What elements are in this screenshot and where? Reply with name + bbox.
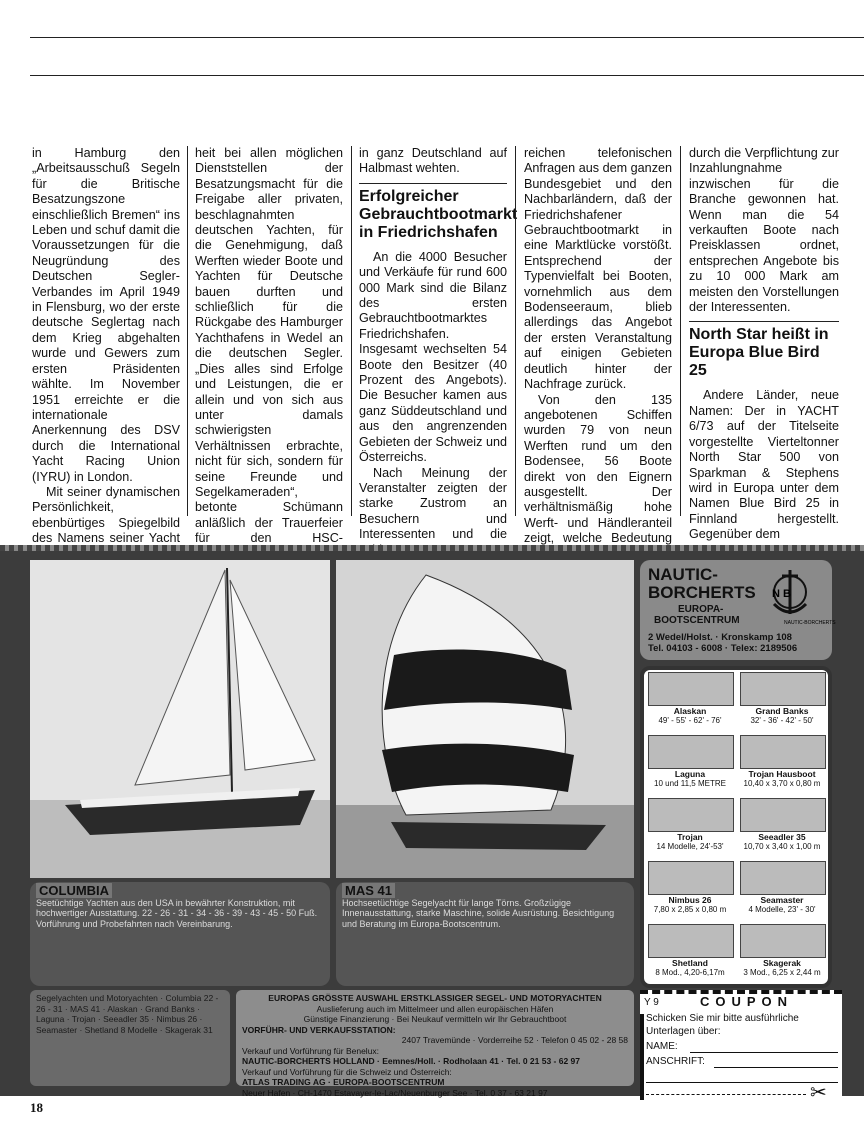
boat-image bbox=[740, 924, 826, 958]
paragraph: An die 4000 Besucher und Verkäufe für rund 600 000 Mark sind die Bilanz des ersten Gebrauchtbootmarktes Friedrichshafen. Insgesamt wechselten 54 Boote den Besitzer (40 Prozent des Angebots). Die Besucher kamen aus ganz Süddeutschland und aus den angrenzenden Gebieten der Schweiz und Österreichs. bbox=[359, 249, 507, 465]
article-column-4 bbox=[524, 146, 672, 546]
dealer-logo-box bbox=[640, 560, 836, 660]
spinnaker-photo-mas41 bbox=[336, 560, 634, 878]
boat-model: Seamaster 4 Modelle, 23' - 30' bbox=[736, 859, 828, 921]
caption-text: Seetüchtige Yachten aus den USA in bewährter Konstruktion, mit hochwertiger Ausstattung. 22 - 26 - 31 - 34 - 36 - 39 - 43 - 45 - 50 Fuß. Vorführung und Probefahrten nach Vereinbarung. bbox=[36, 897, 318, 929]
caption-title: COLUMBIA bbox=[36, 883, 112, 898]
paragraph: Von den 135 angebotenen Schiffen wurden 79 von neun Werften rund um den Bodensee, 56 Boote direkt von den Eignern ausgestellt. Der verhältnismäßig hohe Werft- und Händleranteil zeigt, welche Bedeutung bbox=[524, 392, 672, 546]
boat-model: Laguna 10 und 11,5 METRE bbox=[644, 733, 736, 795]
sailboat-photo-columbia bbox=[30, 560, 330, 878]
coupon-title: COUPON bbox=[700, 994, 794, 1009]
column-divider bbox=[187, 146, 188, 516]
boat-image bbox=[648, 924, 734, 958]
boat-image bbox=[648, 735, 734, 769]
paragraph: in Hamburg den „Arbeitsausschuß Segeln für die Britische Besatzungszone einschließlich Bremen“ ins Leben und schuf damit die Voraussetzungen für die Neugründung des Deutschen Segler-Verbandes im April 1949 in Flensburg, wo der erste deutsche Seglertag nach dem Krieg abgehalten wurde und Gewers zum ersten Präsidenten wählte. Im November 1951 erreichte er die internationale Anerkennung des DSV durch die International Yacht Racing Union (IYRU) in London. bbox=[32, 146, 180, 484]
page-number: 18 bbox=[30, 1100, 43, 1115]
coupon bbox=[640, 990, 842, 1102]
article-column-1 bbox=[32, 146, 180, 546]
dealer-address: 2 Wedel/Holst. · Kronskamp 108 Tel. 04103 - 6008 · Telex: 2189506 bbox=[648, 632, 798, 654]
article-column-5 bbox=[689, 146, 839, 542]
boat-model: Alaskan 49' - 55' - 62' - 76' bbox=[644, 670, 736, 732]
coupon-name-label: NAME: bbox=[646, 1041, 678, 1052]
coupon-address-label: ANSCHRIFT: bbox=[646, 1056, 705, 1067]
boat-model: Trojan 14 Modelle, 24'-53' bbox=[644, 796, 736, 858]
boat-image bbox=[648, 861, 734, 895]
caption-title: MAS 41 bbox=[342, 883, 395, 898]
article-column-3 bbox=[359, 146, 518, 542]
column-divider bbox=[680, 146, 681, 516]
heading-gebrauchtbootmarkt: Erfolgreicher Gebrauchtbootmarkt in Friedrichshafen bbox=[359, 183, 507, 242]
boat-model-grid bbox=[640, 666, 832, 988]
dealer-info-title: EUROPAS GRÖSSTE AUSWAHL ERSTKLASSIGER SEGEL- UND MOTORYACHTEN bbox=[268, 993, 602, 1003]
boat-image bbox=[740, 798, 826, 832]
columbia-caption bbox=[30, 882, 330, 986]
boat-image bbox=[740, 861, 826, 895]
anchor-logo-icon bbox=[758, 564, 836, 626]
coupon-cut-line bbox=[646, 1086, 806, 1095]
paragraph: heit bei allen möglichen Dienststellen der Besatzungsmacht für die Freigabe aller privaten, beschlagnahmten deutschen Yachten, für die Genehmigung, daß Werften wieder Boote und Yachten für Deutsche bauen durften und schließlich für die Rückgabe des Hamburger Yachthafens in Wedel an die deutschen Segler. „Dies alles sind Erfolge und Leistungen, die er allein und von sich aus unter damals schwierigsten Verhältnissen erbrachte, nicht für sich, sondern für seine Freunde und Segelkameraden“, betonte Schümann anläßlich der Trauerfeier für den HSC- bbox=[195, 146, 343, 546]
coupon-edge bbox=[640, 1014, 644, 1100]
coupon-address-field[interactable] bbox=[714, 1055, 838, 1068]
paragraph: Mit seiner dynamischen Persönlichkeit, ebenbürtiges Spiegelbild des Namens seiner Yacht bbox=[32, 484, 180, 546]
boat-model: Skagerak 3 Mod., 6,25 x 2,44 m bbox=[736, 922, 828, 984]
column-divider bbox=[515, 146, 516, 516]
caption-text: Hochseetüchtige Segelyacht für lange Törns. Großzügige Innenausstattung, starke Maschine, solide Ausrüstung. Besichtigung und Beratung im Europa-Bootscentrum. bbox=[342, 897, 615, 929]
paragraph: in ganz Deutschland auf Halbmast wehten. bbox=[359, 146, 507, 176]
logo-ring-text: NAUTIC-BORCHERTS bbox=[784, 620, 836, 626]
boat-model: Shetland 8 Mod., 4,20-6,17m bbox=[644, 922, 736, 984]
coupon-name-field[interactable] bbox=[690, 1040, 838, 1053]
boat-model: Nimbus 26 7,80 x 2,85 x 0,80 m bbox=[644, 859, 736, 921]
coupon-text: Unterlagen über: bbox=[646, 1026, 721, 1037]
boat-image bbox=[740, 672, 826, 706]
boat-model: Trojan Hausboot 10,40 x 3,70 x 0,80 m bbox=[736, 733, 828, 795]
heading-north-star: North Star heißt in Europa Blue Bird 25 bbox=[689, 321, 839, 380]
paragraph: durch die Verpflichtung zur Inzahlungnahme inzwischen für die Branche gewonnen hat. Wenn man die 54 verkauften Boote nach Preisklassen ordnet, entsprechen Angebote bis zu 10 000 Mark am meisten den Vorstellungen der Interessenten. bbox=[689, 146, 839, 315]
model-list-text: Segelyachten und Motoryachten · Columbia 22 - 26 - 31 · MAS 41 · Alaskan · Grand Banks · Laguna · Trojan · Seeadler 35 · Nimbus 26 · Seamaster · Shetland 8 Modelle · Skagerak 31 bbox=[36, 993, 219, 1035]
logo-letters: N B bbox=[772, 588, 791, 600]
boat-image bbox=[648, 798, 734, 832]
scissors-icon: ✂ bbox=[810, 1080, 827, 1104]
boat-image bbox=[740, 735, 826, 769]
coupon-text: Schicken Sie mir bitte ausführliche bbox=[646, 1013, 799, 1024]
mas41-caption bbox=[336, 882, 634, 986]
dealer-name: NAUTIC- BORCHERTS bbox=[648, 565, 756, 602]
dealer-subtitle: EUROPA- BOOTSCENTRUM bbox=[654, 604, 740, 626]
top-rule-1 bbox=[30, 37, 864, 38]
boat-model: Seeadler 35 10,70 x 3,40 x 1,00 m bbox=[736, 796, 828, 858]
paragraph: Nach Meinung der Veranstalter zeigten der starke Zustrom an Besuchern und Interessenten und die bbox=[359, 465, 507, 542]
article-column-2 bbox=[195, 146, 343, 546]
boat-model: Grand Banks 32' - 36' - 42' - 50' bbox=[736, 670, 828, 732]
model-list-box bbox=[30, 990, 230, 1086]
column-divider bbox=[351, 146, 352, 516]
boat-image bbox=[648, 672, 734, 706]
coupon-code: Y 9 bbox=[644, 997, 659, 1008]
paragraph: Andere Länder, neue Namen: Der in YACHT 6/73 auf der Titelseite vorgestellte Vierteltonner North Star 500 von Sparkman & Stephens wird in Europa unter dem Namen Blue Bird 25 in Finnland hergestellt. Gegenüber dem bbox=[689, 388, 839, 542]
top-rule-2 bbox=[30, 75, 864, 76]
paragraph: reichen telefonischen Anfragen aus dem ganzen Bundesgebiet und den Nachbarländern, daß der Friedrichshafener Gebrauchtbootmarkt in eine Marktlücke vorstößt. Entsprechend der Typenvielfalt bei Booten, vornehmlich aus dem Bodenseeraum, blieb allerdings das Angebot der ersten Veranstaltung auf einigen Gebieten deutlich hinter der Nachfrage zurück. bbox=[524, 146, 672, 392]
dealer-info-box: EUROPAS GRÖSSTE AUSWAHL ERSTKLASSIGER SEGEL- UND MOTORYACHTEN Auslieferung auch im Mittelmeer und allen europäischen Häfen Günstige Finanzierung · Bei Neukauf vermitteln wir Ihr Gebrauchtboot VORFÜHR- UND VERKAUFSSTATION: 2407 Travemünde · Vorderreihe 52 · Telefon 0 45 02 - 28 58 Verkauf und Vorführung für Benelux: NAUTIC-BORCHERTS HOLLAND · Eemnes/Holl. · Rodholaan 41 · Tel. 0 21 53 - 62 97 Verkauf und Vorführung für die Schweiz und Österreich: ATLAS TRADING AG · EUROPA-BOOTSCENTRUM Neuer Hafen · CH-1470 Estavayer-le-Lac/Neuenburger See · Tel. 0 37 - 63 21 97 bbox=[236, 990, 634, 1086]
